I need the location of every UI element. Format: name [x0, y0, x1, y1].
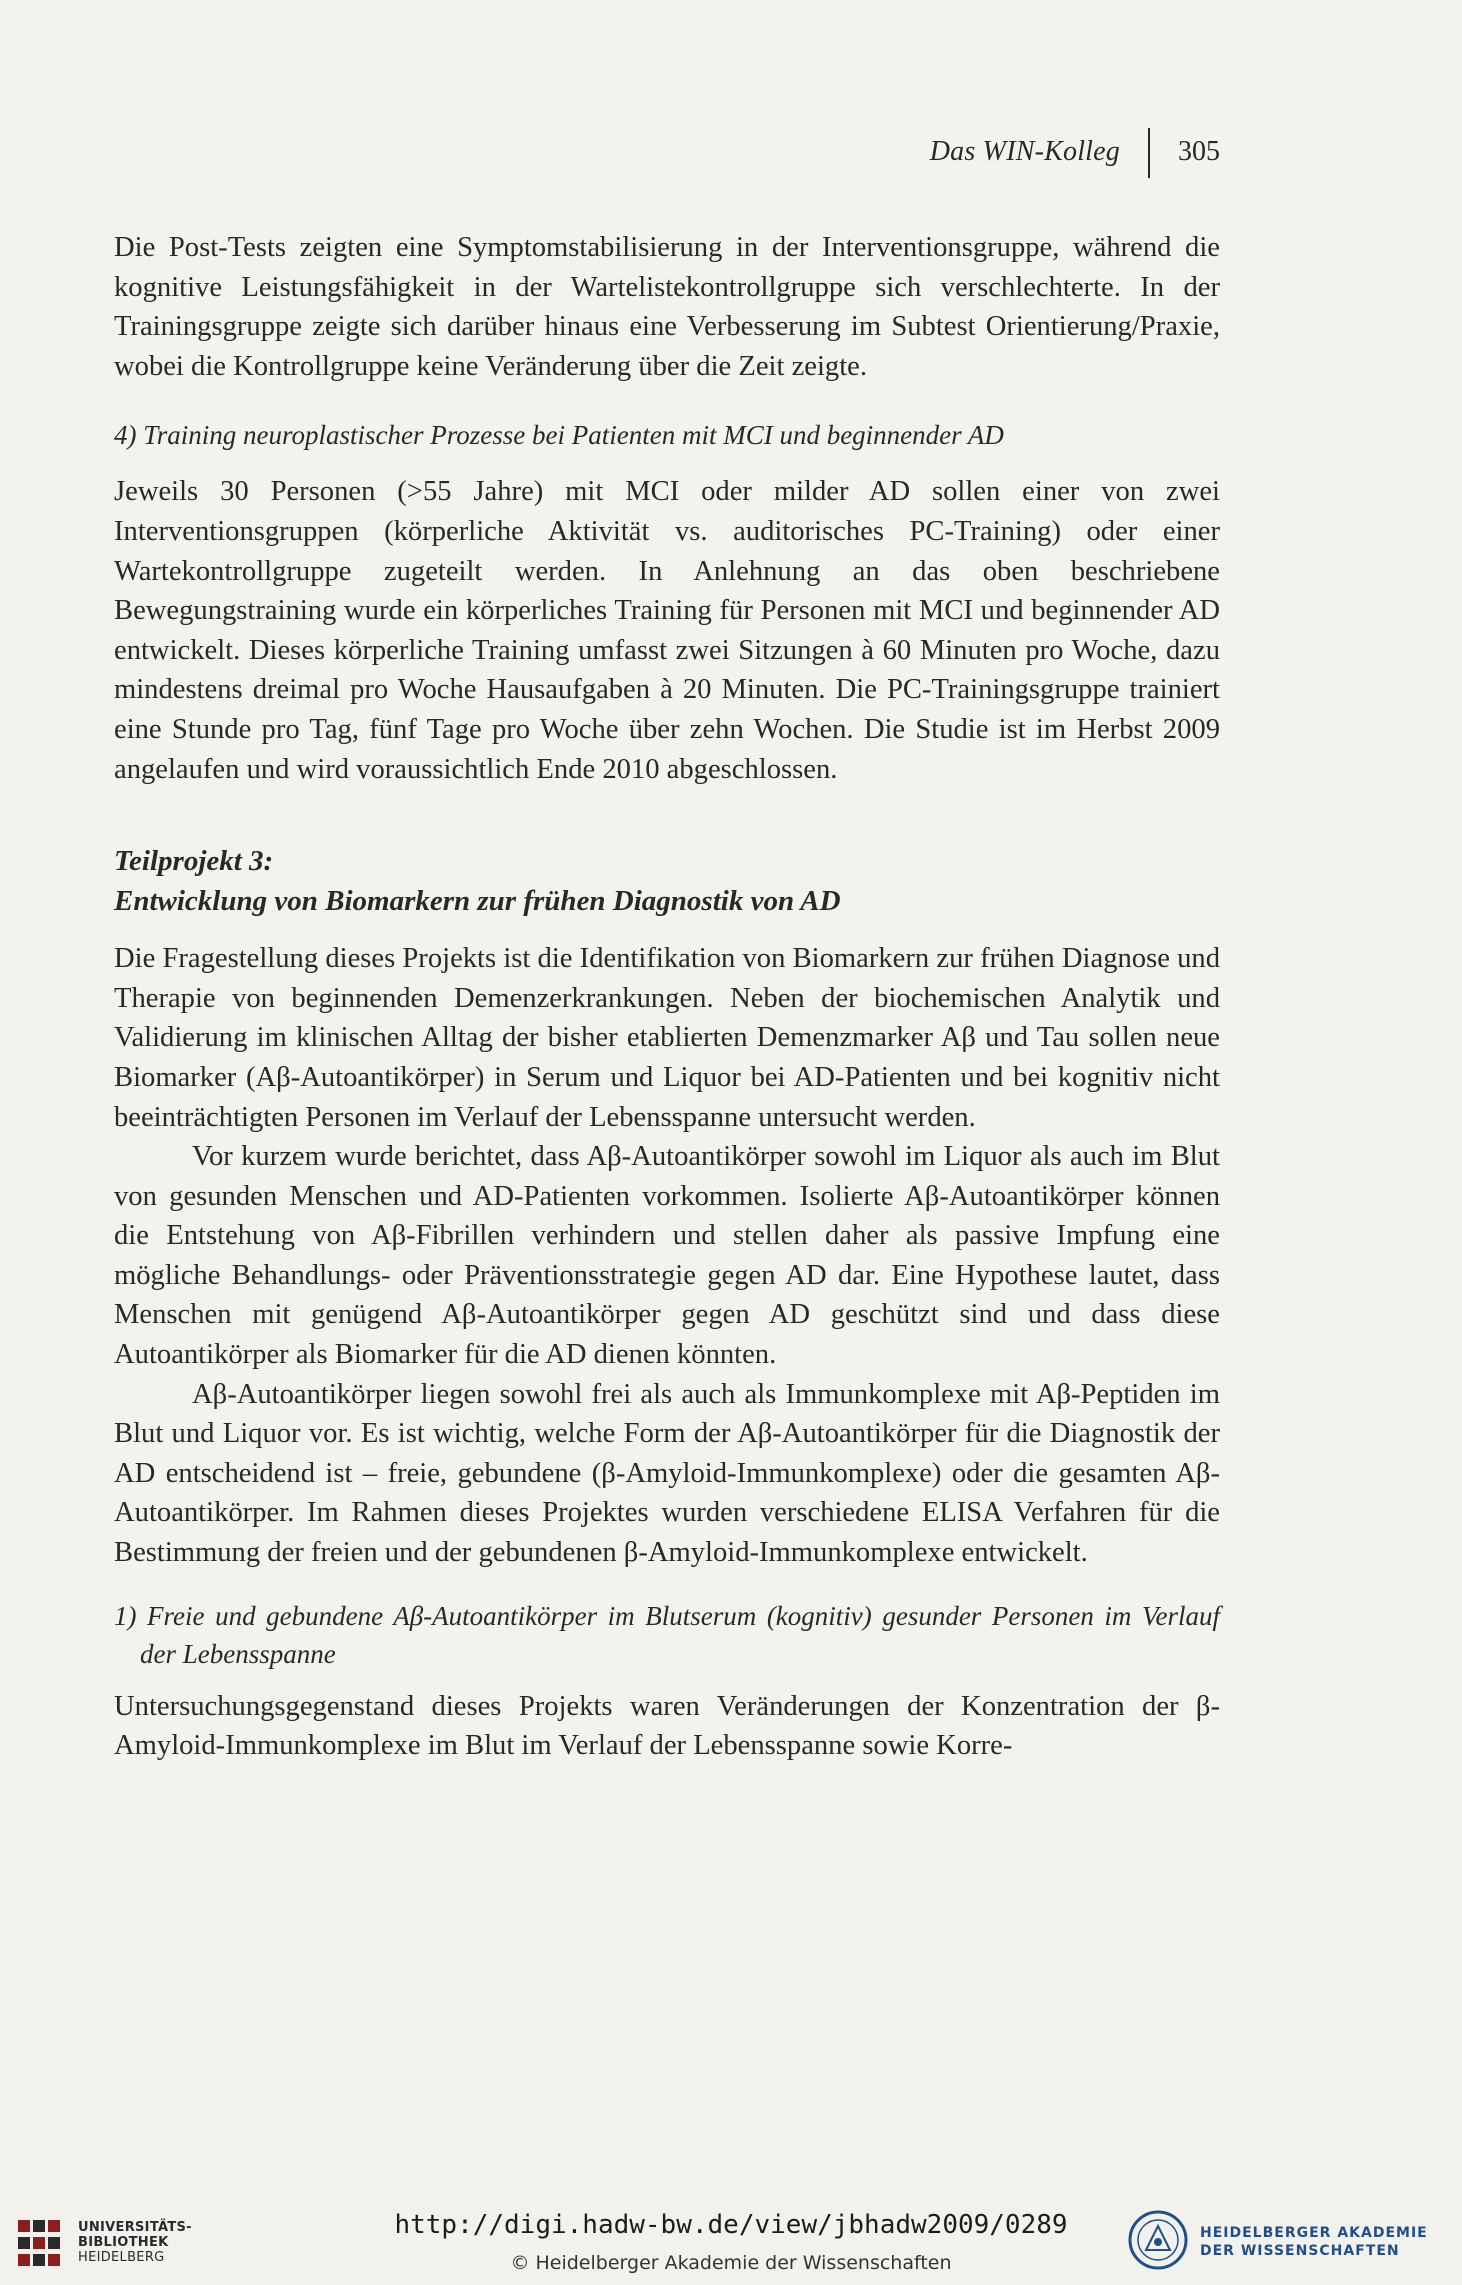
section-heading [114, 841, 1220, 921]
library-name-line: BIBLIOTHEK [78, 2235, 169, 2250]
library-name-line: UNIVERSITÄTS- [78, 2220, 192, 2235]
paragraph: Untersuchungsgegenstand dieses Projekts waren Veränderungen der Konzentration der β-Amyloid-Immunkomplexe im Blut im Verlauf der Lebensspanne sowie Korre- [114, 1690, 1220, 1762]
paragraph: Aβ-Autoantikörper liegen sowohl frei als auch als Immunkomplexe mit Aβ-Peptiden im Blut und Liquor vor. Es ist wichtig, welche Form der Aβ-Autoantikörper für die Diagnostik der AD entscheidend ist – freie, gebundene (β-Amyloid-Immunkomplexe) oder die gesamten Aβ-Autoantikörper. Im Rahmen dieses Projektes wurden verschiedene ELISA Verfahren für die Bestimmung der freien und der gebundenen β-Amyloid-Immunkomplexe entwickelt. [114, 1378, 1220, 1569]
paragraph: Die Fragestellung dieses Projekts ist die Identifikation von Biomarkern zur frühen Diagnose und Therapie von beginnenden Demenzerkrankungen. Neben der biochemischen Analytik und Validierung im klinischen Alltag der bisher etablierten Demenzmarker Aβ und Tau sollen neue Biomarker (Aβ-Autoantikörper) in Serum und Liquor bei AD-Patienten und bei kognitiv nicht beeinträchtigten Personen im Verlauf der Lebensspanne untersucht werden. [114, 943, 1220, 1133]
header-divider [1148, 128, 1150, 178]
copyright-notice: © Heidelberger Akademie der Wissenschaften [510, 2252, 952, 2274]
academy-seal-icon [1128, 2210, 1188, 2270]
subsection-heading: 4) Training neuroplastischer Prozesse bei Patienten mit MCI und beginnender AD [114, 420, 1004, 451]
academy-name-line: DER WISSENSCHAFTEN [1200, 2243, 1400, 2259]
page-number: 305 [1178, 136, 1220, 167]
digitization-footer [0, 2188, 1462, 2285]
page-header [114, 128, 1220, 178]
paragraph: Jeweils 30 Personen (>55 Jahre) mit MCI oder milder AD sollen einer von zwei Interventionsgruppen (körperliche Aktivität vs. auditorisches PC-Training) oder einer Wartekontrollgruppe zugeteilt werden. In Anlehnung an das oben beschriebene Bewegungstraining wurde ein körperliches Training für Personen mit MCI und beginnender AD entwickelt. Dieses körperliche Training umfasst zwei Sitzungen à 60 Minuten pro Woche, dazu mindestens dreimal pro Woche Hausaufgaben à 20 Minuten. Die PC-Trainingsgruppe trainiert eine Stunde pro Tag, fünf Tage pro Woche über zehn Wochen. Die Studie ist im Herbst 2009 angelaufen und wird voraussichtlich Ende 2010 abgeschlossen. [114, 476, 1220, 785]
paragraph: Die Post-Tests zeigten eine Symptomstabilisierung in der Interventionsgruppe, während die kognitive Leistungsfähigkeit in der Wartelistekontrollgruppe sich verschlechterte. In der Trainingsgruppe zeigte sich darüber hinaus eine Verbesserung im Subtest Orientierung/Praxie, wobei die Kontrollgruppe keine Veränderung über die Zeit zeigte. [114, 232, 1220, 382]
paragraph: Vor kurzem wurde berichtet, dass Aβ-Autoantikörper sowohl im Liquor als auch im Blut von gesunden Menschen und AD-Patienten vorkommen. Isolierte Aβ-Autoantikörper können die Entstehung von Aβ-Fibrillen verhindern und stellen daher als passive Impfung eine mögliche Behandlungs- oder Präventionsstrategie gegen AD dar. Eine Hypothese lautet, dass Menschen mit genügend Aβ-Autoantikörper gegen AD geschützt sind und dass diese Autoantikörper als Biomarker für die AD dienen könnten. [114, 1141, 1220, 1371]
academy-name-line: HEIDELBERGER AKADEMIE [1200, 2225, 1428, 2241]
academy-name [1200, 2224, 1428, 2260]
section-heading-line: Teilprojekt 3: [114, 845, 274, 878]
running-title: Das WIN-Kolleg [929, 136, 1120, 167]
subsection-heading: 1) Freie und gebundene Aβ-Autoantikörper im Blutserum (kognitiv) gesunder Personen im Verlauf der Lebensspanne [114, 1600, 1220, 1669]
section-heading-line: Entwicklung von Biomarkern zur frühen Diagnostik von AD [114, 885, 841, 918]
source-url-link[interactable]: http://digi.hadw-bw.de/view/jbhadw2009/0289 [394, 2210, 1068, 2240]
library-name-line: HEIDELBERG [78, 2250, 165, 2265]
body-text [114, 228, 1220, 1766]
